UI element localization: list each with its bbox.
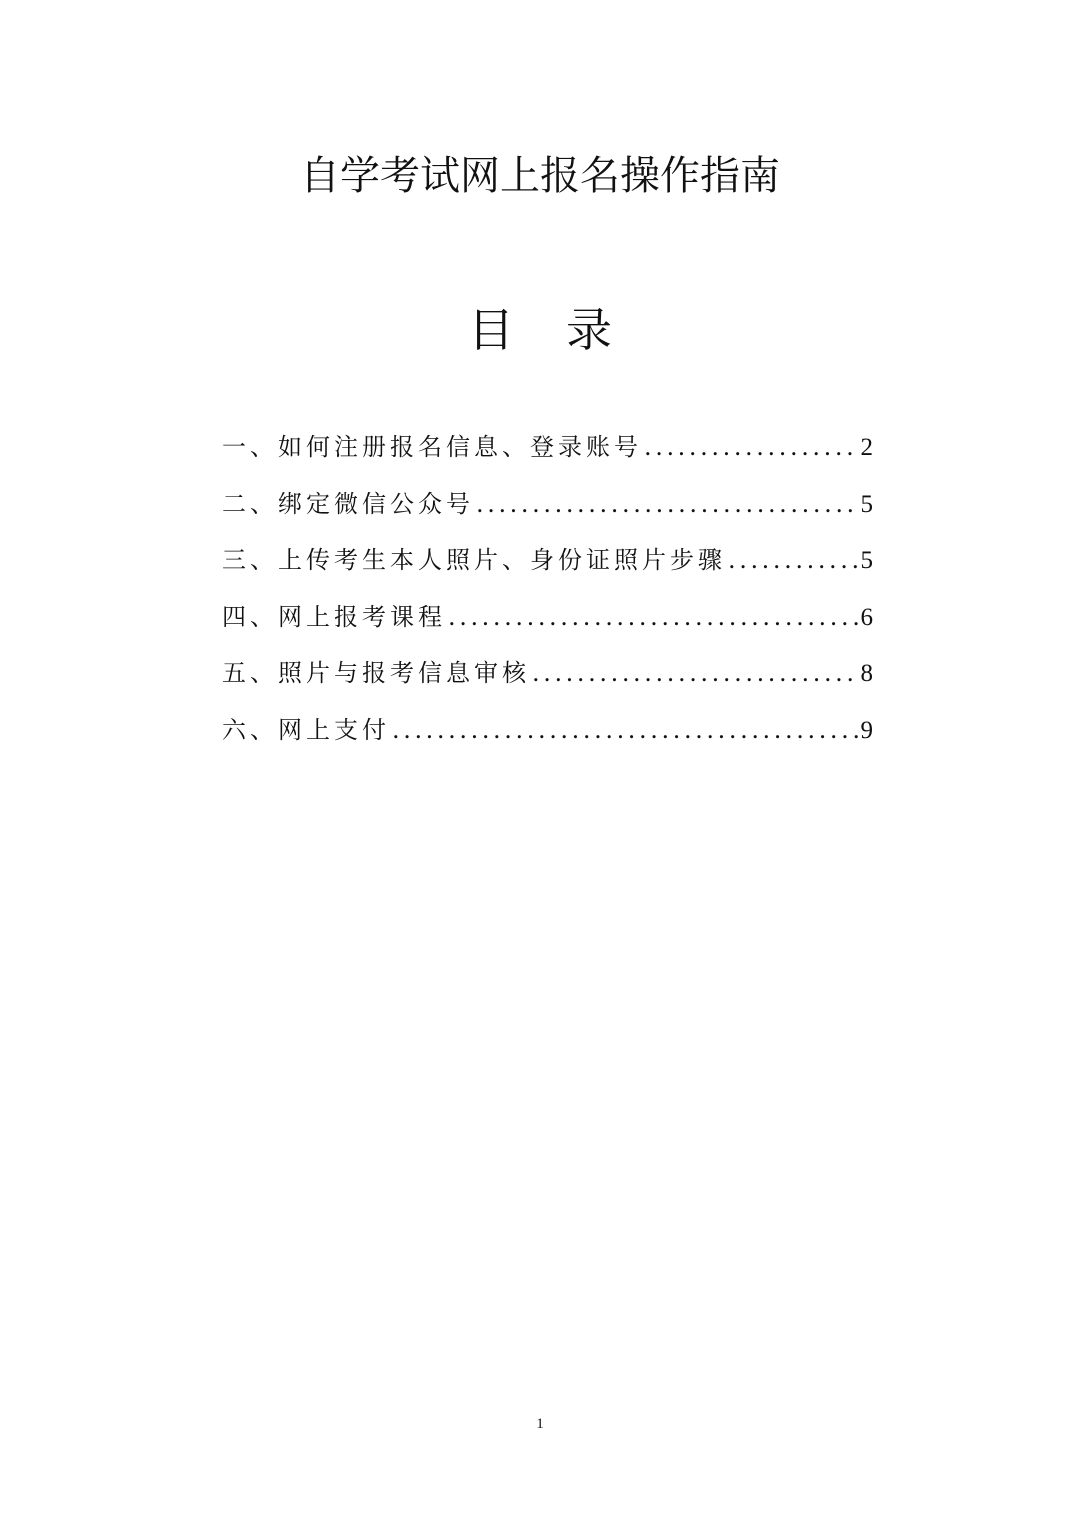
toc-entry[interactable] [222,595,873,652]
toc-heading [0,300,1080,360]
toc-entry[interactable] [222,538,873,595]
toc-heading-char-1: 目 [468,303,514,357]
toc-entry-label: 一、如何注册报名信息、登录账号 [222,433,642,461]
toc-entry-label: 四、网上报考课程 [222,602,446,631]
toc-entry-page: 5 [860,547,873,574]
toc-entry-label: 五、照片与报考信息审核 [222,659,530,687]
toc-dot-leader [448,595,859,639]
toc-entry-page: 2 [860,434,873,461]
toc-entry-page: 5 [860,490,873,518]
toc-dot-leader [532,651,859,695]
toc-dot-leader [644,425,859,469]
toc-dot-leader [392,708,859,752]
toc-entry-page: 9 [860,716,873,744]
toc-entry[interactable] [222,651,873,708]
document-title: 自学考试网上报名操作指南 [300,153,780,199]
table-of-contents [222,425,873,764]
toc-entry-label: 六、网上支付 [222,715,390,744]
toc-dot-leader [728,538,859,582]
toc-entry-label: 三、上传考生本人照片、身份证照片步骤 [222,546,726,574]
page-number: 1 [536,1416,544,1432]
toc-dot-leader [476,482,859,526]
toc-entry[interactable] [222,425,873,482]
toc-entry-page: 6 [860,603,873,631]
toc-heading-char-2: 录 [566,303,612,357]
toc-entry[interactable] [222,482,873,539]
toc-entry[interactable] [222,708,873,765]
toc-entry-page: 8 [860,660,873,687]
toc-entry-label: 二、绑定微信公众号 [222,489,474,518]
